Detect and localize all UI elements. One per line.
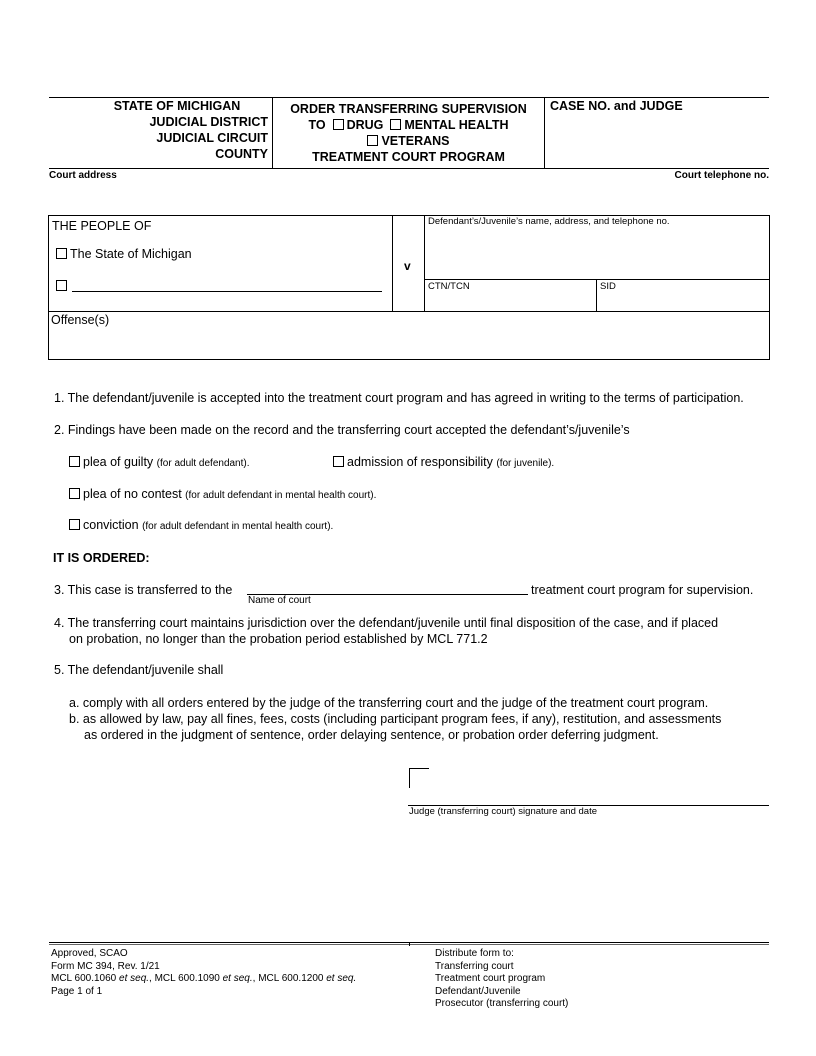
judicial-circuit-label: JUDICIAL CIRCUIT [156, 131, 268, 145]
sid-input[interactable] [600, 294, 764, 308]
item-5b-line2: as ordered in the judgment of sentence, order delaying sentence, or probation order deferring judgment. [84, 728, 659, 742]
offense-divider [48, 311, 769, 312]
people-divider [392, 215, 393, 311]
ctn-sid-divider [596, 279, 597, 311]
no-contest-note: (for adult defendant in mental health court). [185, 490, 377, 501]
footer-right [435, 948, 568, 1011]
conviction-option [69, 518, 333, 532]
admission-label: admission of responsibility [347, 455, 493, 469]
distribute-heading: Distribute form to: [435, 948, 514, 959]
drug-checkbox[interactable] [333, 119, 344, 130]
form-number-label: Form MC 394, Rev. 1/21 [51, 960, 160, 972]
county-label: COUNTY [215, 147, 268, 161]
mcl-citation: MCL 600.1060 et seq., MCL 600.1090 et seq., MCL 600.1200 et seq. [51, 973, 357, 984]
court-address-label: Court address [49, 170, 117, 181]
item-5a: a. comply with all orders entered by the judge of the transferring court and the judge of the treatment court program. [69, 696, 709, 710]
item-5b-line1: b. as allowed by law, pay all fines, fees, costs (including participant program fees, if any), restitution, and assessments [69, 712, 722, 726]
drug-label: DRUG [346, 118, 384, 132]
offense-label: Offense(s) [51, 313, 110, 327]
defendant-label: Defendant’s/Juvenile’s name, address, and telephone no. [428, 216, 670, 227]
item-5: 5. The defendant/juvenile shall [54, 663, 224, 677]
state-of-michigan-label: The State of Michigan [70, 247, 192, 261]
conviction-checkbox[interactable] [69, 519, 80, 530]
veterans-checkbox[interactable] [367, 135, 378, 146]
form-title-block [273, 101, 544, 165]
other-plaintiff-option [56, 279, 70, 293]
item-4-line1: 4. The transferring court maintains jurisdiction over the defendant/juvenile until final disposition of the case, and if placed [54, 616, 719, 630]
item-3-prefix: 3. This case is transferred to the [54, 583, 233, 597]
footer-divider [409, 942, 410, 946]
no-contest-checkbox[interactable] [69, 488, 80, 499]
state-of-michigan-checkbox[interactable] [56, 248, 67, 259]
admission-checkbox[interactable] [333, 456, 344, 467]
defendant-divider [424, 215, 425, 311]
veterans-label: VETERANS [381, 134, 450, 148]
versus-label: v [404, 259, 411, 273]
form-title-line2 [273, 117, 544, 133]
admission-option [333, 455, 554, 469]
item-5-subitems [69, 695, 721, 743]
plea-guilty-note: (for adult defendant). [156, 458, 250, 469]
it-is-ordered-heading: IT IS ORDERED: [53, 551, 150, 565]
other-plaintiff-input[interactable] [72, 277, 382, 292]
approved-label: Approved, SCAO [51, 948, 128, 959]
form-title-line1: ORDER TRANSFERRING SUPERVISION [290, 102, 527, 116]
item-2: 2. Findings have been made on the record and the transferring court accepted the defendant’s/juvenile’s [54, 423, 630, 437]
distribute-item-1: Transferring court [435, 960, 514, 972]
item-1: 1. The defendant/juvenile is accepted into the treatment court program and has agreed in writing to the terms of participation. [54, 391, 744, 405]
defendant-input[interactable] [428, 230, 764, 276]
offense-input[interactable] [52, 330, 764, 354]
form-title-line-veterans [273, 133, 544, 149]
judicial-district-label: JUDICIAL DISTRICT [149, 115, 268, 129]
signature-corner-mark [409, 768, 429, 788]
judge-signature-input[interactable] [432, 780, 767, 802]
court-name-block [60, 98, 268, 162]
form-title-line3: TREATMENT COURT PROGRAM [312, 150, 505, 164]
sid-label: SID [600, 281, 616, 292]
distribute-item-4: Prosecutor (transferring court) [435, 998, 569, 1009]
header-bottom-rule [49, 168, 769, 169]
admission-note: (for juvenile). [496, 458, 555, 469]
plea-guilty-option [69, 455, 250, 469]
ctn-label: CTN/TCN [428, 281, 470, 292]
no-contest-label: plea of no contest [83, 487, 182, 501]
signature-caption: Judge (transferring court) signature and date [409, 806, 597, 817]
state-of-michigan-option [56, 247, 192, 261]
no-contest-option [69, 487, 376, 501]
ctn-input[interactable] [428, 294, 592, 308]
case-no-label: CASE NO. and JUDGE [550, 99, 683, 113]
mental-health-label: MENTAL HEALTH [404, 118, 509, 132]
item-4-line2: on probation, no longer than the probation period established by MCL 771.2 [69, 632, 488, 646]
case-no-input[interactable] [550, 118, 764, 164]
distribute-item-2: Treatment court program [435, 973, 546, 984]
mental-health-checkbox[interactable] [390, 119, 401, 130]
item-3-suffix: treatment court program for supervision. [531, 583, 754, 597]
distribute-item-3: Defendant/Juvenile [435, 985, 521, 997]
other-plaintiff-checkbox[interactable] [56, 280, 67, 291]
court-name-input[interactable] [247, 580, 528, 595]
state-heading: STATE OF MICHIGAN [113, 99, 241, 113]
plea-guilty-checkbox[interactable] [69, 456, 80, 467]
people-of-label: THE PEOPLE OF [52, 219, 152, 233]
title-to-label: TO [308, 118, 326, 132]
plea-guilty-label: plea of guilty [83, 455, 154, 469]
header-divider-right [544, 97, 545, 168]
item-4 [54, 615, 718, 647]
court-telephone-label: Court telephone no. [674, 170, 769, 181]
page-number-label: Page 1 of 1 [51, 985, 103, 997]
conviction-label: conviction [83, 518, 139, 532]
court-name-caption: Name of court [248, 595, 311, 606]
conviction-note: (for adult defendant in mental health court). [142, 521, 334, 532]
footer-left [51, 948, 356, 998]
